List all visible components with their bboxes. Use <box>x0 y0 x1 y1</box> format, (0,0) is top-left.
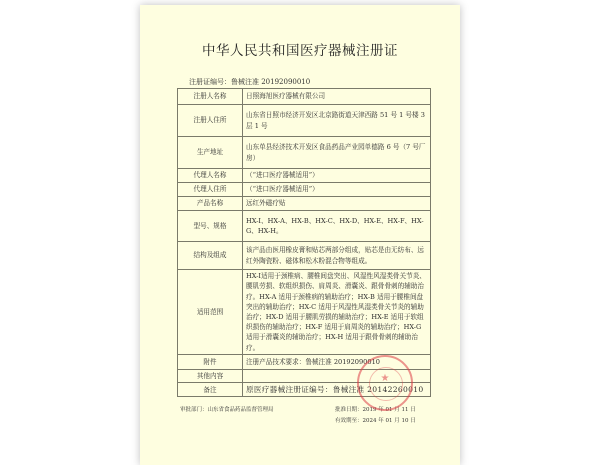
row-value: 日照海旭医疗器械有限公司 <box>243 89 431 105</box>
table-row <box>178 242 431 270</box>
registration-number-label: 注册证编号： <box>189 78 231 86</box>
table-row <box>178 211 431 242</box>
row-value: HX-Ⅰ、HX-A、HX-B、HX-C、HX-D、HX-E、HX-F、HX-G、HX-H。 <box>243 211 431 242</box>
table-row <box>178 137 431 169</box>
row-label: 备注 <box>178 383 243 397</box>
expiry-date-label: 有效期至： <box>335 418 363 424</box>
row-label: 代理人住所 <box>178 183 243 197</box>
row-label: 代理人名称 <box>178 169 243 183</box>
approval-dept-value: 山东省食品药品监督管理局 <box>207 407 274 413</box>
row-value: 山东省日照市经济开发区北京路街道天津西路 51 号 1 号楼 3 层 1 号 <box>243 105 431 137</box>
row-label: 适用范围 <box>178 270 243 355</box>
row-label: 注册人名称 <box>178 89 243 105</box>
row-value: 该产品由医用橡皮膏和贴芯两部分组成，贴芯是由无纺布、远红外陶瓷粉、磁体和松木粉混合物等组成。 <box>243 242 431 270</box>
approval-date-label: 批准日期： <box>335 407 363 413</box>
registration-number <box>189 77 310 87</box>
row-label: 型号、规格 <box>178 211 243 242</box>
row-label: 附件 <box>178 355 243 370</box>
row-value: 山东单县经济技术开发区食品药品产业园单德路 6 号（7 号厂房） <box>243 137 431 169</box>
row-value: 注册产品技术要求：鲁械注准 20192090010 <box>243 355 431 370</box>
document-title: 中华人民共和国医疗器械注册证 <box>202 43 398 59</box>
row-label: 其他内容 <box>178 370 243 383</box>
seal-star-icon: ★ <box>380 373 390 384</box>
row-value: （“进口医疗器械适用”） <box>243 169 431 183</box>
table-row <box>178 105 431 137</box>
row-value: HX-Ⅰ适用于颈椎病、腰椎间盘突出、风湿性风湿类骨关节炎、腰肌劳损、软组织损伤、肩周炎、滑囊炎、跟骨骨刺的辅助治疗。HX-A 适用于颈椎病的辅助治疗；HX-B 适用于腰椎间盘突出的辅助治疗；HX-C 适用于风湿性风湿类骨关节炎的辅助治疗；HX-D 适用于腰肌劳损的辅助治疗；HX-E 适用于软组织损伤的辅助治疗；HX-F 适用于肩周炎的辅助治疗；HX-G 适用于滑囊炎的辅助治疗；HX-H 适用于跟骨骨刺的辅助治疗。 <box>243 270 431 355</box>
row-label: 产品名称 <box>178 197 243 211</box>
table-row <box>178 169 431 183</box>
approval-date-value: 2019 年 01 月 11 日 <box>362 407 416 413</box>
table-row <box>178 270 431 355</box>
table-row <box>178 183 431 197</box>
certificate-table <box>177 88 431 397</box>
row-label: 结构及组成 <box>178 242 243 270</box>
expiry-date <box>335 416 416 424</box>
approval-dept-label: 审批部门： <box>180 407 208 413</box>
table-row <box>178 89 431 105</box>
registration-number-value: 鲁械注准 20192090010 <box>231 78 311 86</box>
row-value: 原医疗器械注册证编号：鲁械注准 20142260010 <box>243 383 431 397</box>
expiry-date-value: 2024 年 01 月 10 日 <box>362 418 416 424</box>
row-label: 注册人住所 <box>178 105 243 137</box>
approval-department <box>180 405 274 413</box>
row-value: 远红外磁疗贴 <box>243 197 431 211</box>
row-value: （“进口医疗器械适用”） <box>243 183 431 197</box>
certificate-page <box>140 5 460 465</box>
table-row <box>178 197 431 211</box>
row-label: 生产地址 <box>178 137 243 169</box>
official-seal-icon <box>357 355 413 411</box>
